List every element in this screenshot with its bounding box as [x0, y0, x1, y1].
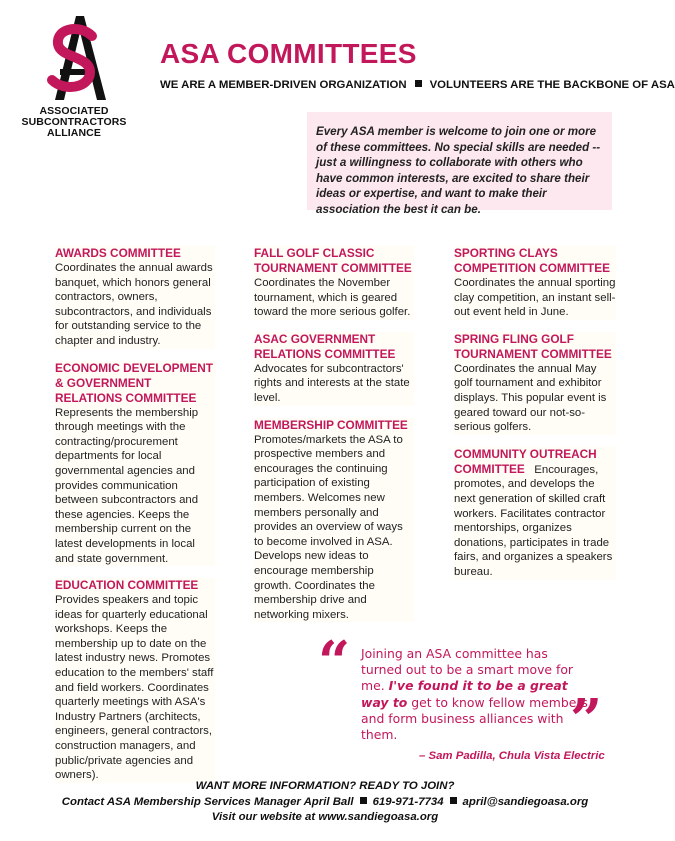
committee-title: ASAC GOVERNMENT RELATIONS COMMITTEE [254, 331, 396, 361]
committee-community-outreach [454, 447, 616, 580]
committee-economic-development [55, 361, 215, 567]
committee-description: Coordinates the November tournament, which is geared toward the more serious golfer. [254, 277, 411, 319]
committee-description: Coordinates the annual May golf tournament and exhibitor displays. This popular event is geared toward our not-so-serious golfers. [454, 362, 607, 434]
column-1 [55, 246, 215, 795]
tagline-right: VOLUNTEERS ARE THE BACKBONE OF ASA [429, 79, 675, 91]
quote-emphasis: I've found it to be a great way to [361, 678, 568, 710]
quote-text [361, 646, 591, 743]
square-bullet-icon [415, 80, 422, 87]
committee-description: Promotes/markets the ASA to prospective members and encourages the continuing participation of existing members. Welcomes new members personally and provides an overview of ways to become involved in ASA. Develops new ideas to encourage membership growth. Coordinates the membership drive and networking mixers. [254, 433, 403, 621]
column-3 [454, 246, 616, 592]
committee-title: COMMUNITY OUTREACH [454, 446, 597, 461]
quote-part-2: get to know fellow members and form business alliances with them. [361, 694, 588, 743]
committee-description: Coordinates the annual awards banquet, which honors general contractors, owners, subcontractors, and individuals for outstanding service to the chapter and industry. [55, 262, 213, 347]
logo-line-2: SUBCONTRACTORS [21, 116, 127, 128]
intro-box: Every ASA member is welcome to join one or more of these committees. No special skills are needed -- just a willingness to collaborate with others who have common interests, are excited to share their ideas or expertise, and want to make their association the best it can be. [307, 112, 612, 210]
tagline-left: WE ARE A MEMBER-DRIVEN ORGANIZATION [160, 79, 407, 91]
committee-title: FALL GOLF CLASSIC TOURNAMENT COMMITTEE [254, 246, 412, 275]
asa-logo-mark-icon [34, 14, 114, 104]
committee-title: ECONOMIC DEVELOPMENT & GOVERNMENT RELATIONS COMMITTEE [55, 360, 213, 405]
contact-email[interactable]: april@sandiegoasa.org [462, 795, 589, 808]
committee-title: AWARDS COMMITTEE [55, 246, 181, 260]
tagline [160, 79, 675, 91]
footer [0, 779, 650, 826]
quote-attribution: – Sam Padilla, Chula Vista Electric [419, 750, 605, 762]
quote-part-1: Joining an ASA committee has turned out to be a smart move for me. [361, 646, 574, 694]
open-quote-icon: “ [318, 629, 351, 695]
committee-asac-government [254, 332, 414, 406]
logo-line-1: ASSOCIATED [39, 105, 109, 117]
committee-awards [55, 246, 215, 349]
committee-sporting-clays [454, 246, 616, 320]
committee-description: Advocates for subcontractors' rights and interests at the state level. [254, 362, 410, 404]
footer-cta: WANT MORE INFORMATION? READY TO JOIN? [195, 780, 455, 792]
committee-membership [254, 418, 414, 623]
contact-phone[interactable]: 619-971-7734 [372, 795, 444, 808]
column-2 [254, 246, 414, 634]
committee-education [55, 578, 215, 783]
committee-title: SPRING FLING GOLF TOURNAMENT COMMITTEE [454, 331, 612, 361]
footer-website[interactable]: Visit our website at www.sandiegoasa.org [211, 811, 439, 823]
close-quote-icon: ” [570, 687, 603, 753]
contact-name: Contact ASA Membership Services Manager April Ball [61, 795, 354, 808]
committee-title: MEMBERSHIP COMMITTEE [254, 417, 408, 432]
committee-text: Encourages, promotes, and develops the next generation of skilled craft workers. Facilitates contractor mentorships, organizes donations, participates in trade fairs, and organizes a speakers bureau. [454, 463, 613, 578]
committee-description: Provides speakers and topic ideas for quarterly educational workshops. Keeps the membership up to date on the latest industry news. Promotes education to the members' staff and field workers. Coordinates quarterly meetings with ASA's Industry Partners (architects, engineers, general contractors, construction managers, and public/private agencies and owners). [55, 594, 214, 782]
square-bullet-icon [450, 797, 457, 804]
committee-description: Represents the membership through meetings with the contracting/procurement departments for local governmental agencies and provides communication between subcontractors and these agencies. Keeps the membership current on the latest developments in local and state government. [55, 406, 199, 565]
committee-description: Coordinates the annual sporting clay competition, an instant sell-out event held in June. [454, 277, 616, 319]
asa-logo [8, 14, 140, 139]
committee-title: SPORTING CLAYS COMPETITION COMMITTEE [454, 246, 610, 275]
logo-line-3: ALLIANCE [47, 127, 101, 139]
committee-description [454, 462, 616, 580]
page-title: ASA COMMITTEES [160, 38, 417, 69]
square-bullet-icon [360, 797, 367, 804]
footer-contact-line [0, 795, 650, 811]
committee-spring-fling [454, 332, 616, 435]
committee-title-line-2: COMMITTEE [454, 461, 525, 476]
committee-title: EDUCATION COMMITTEE [55, 578, 199, 593]
committee-fall-golf [254, 246, 414, 320]
